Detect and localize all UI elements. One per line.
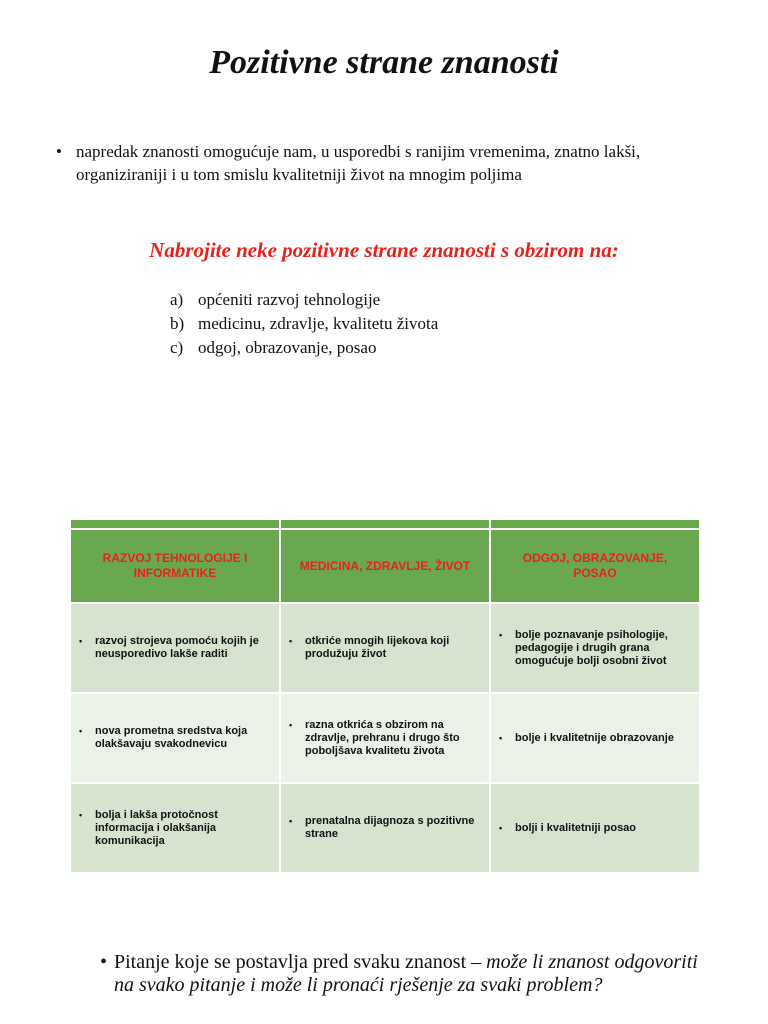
cell-text: prenatalna dijagnoza s pozitivne strane (305, 815, 475, 840)
option-label: a) (170, 290, 184, 309)
cell-text: bolja i lakša protočnost informacija i olakšanija komunikacija (95, 808, 218, 847)
bullet-icon: • (499, 629, 503, 640)
question-heading: Nabrojite neke pozitivne strane znanosti s obzirom na: (149, 238, 619, 262)
bullet-icon: • (100, 951, 108, 973)
bottom-text (114, 951, 700, 997)
cell-text: otkriće mnogih lijekova koji produžuju život (305, 635, 450, 660)
intro-text: napredak znanosti omogućuje nam, u usporedbi s ranijim vremenima, znatno lakši, organiziraniji i u tom smislu kvalitetniji život na mnogim poljima (76, 142, 641, 184)
bullet-icon: • (289, 816, 293, 826)
cell-text: nova prometna sredstva koja olakšavaju svakodnevicu (95, 725, 248, 750)
option-label: b) (170, 314, 185, 333)
table-row (70, 603, 700, 693)
option-text: općeniti razvoj tehnologije (198, 290, 381, 309)
table-cell (490, 693, 700, 783)
list-item (170, 312, 438, 336)
table-header-row (70, 529, 700, 603)
table-cell (280, 693, 490, 783)
bullet-icon: • (79, 809, 83, 820)
table-cell (70, 783, 280, 873)
table-cell (490, 603, 700, 693)
table-row (70, 693, 700, 783)
column-header: MEDICINA, ZDRAVLJE, ŽIVOT (280, 529, 490, 603)
list-item (170, 288, 438, 312)
bullet-icon: • (79, 636, 83, 646)
cell-text: razvoj strojeva pomoću kojih je neusporedivo lakše raditi (95, 635, 259, 660)
option-text: odgoj, obrazovanje, posao (198, 338, 377, 357)
table-cell (490, 783, 700, 873)
column-header: ODGOJ, OBRAZOVANJE, POSAO (490, 529, 700, 603)
options-list (170, 288, 438, 360)
bullet-icon: • (289, 636, 293, 646)
cell-text: bolje poznavanje psihologije, pedagogije i drugih grana omogućuje bolji osobni život (515, 628, 668, 667)
bullet-icon: • (56, 142, 62, 161)
page-title: Pozitivne strane znanosti (209, 44, 559, 81)
cell-text: razna otkrića s obzirom na zdravlje, prehranu i drugo što poboljšava kvalitetu života (305, 718, 460, 757)
option-text: medicinu, zdravlje, kvalitetu života (198, 314, 439, 333)
bottom-plain-text: Pitanje koje se postavlja pred svaku znanost – (114, 951, 487, 973)
bottom-italic-text: može li znanost odgovoriti na svako pitanje i može li pronaći rješenje za svaki problem? (114, 951, 698, 996)
bullet-icon: • (79, 726, 83, 736)
option-label: c) (170, 338, 184, 357)
table-cell (70, 693, 280, 783)
benefits-table (69, 518, 701, 874)
bullet-icon: • (499, 732, 503, 743)
cell-text: bolje i kvalitetnije obrazovanje (515, 731, 674, 744)
column-header: RAZVOJ TEHNOLOGIJE I INFORMATIKE (70, 529, 280, 603)
table-row (70, 783, 700, 873)
bottom-bullet (100, 951, 700, 997)
intro-bullet (56, 140, 716, 186)
cell-text: bolji i kvalitetniji posao (515, 821, 637, 834)
list-item (170, 336, 438, 360)
table-top-strip (70, 519, 700, 529)
table-cell (280, 783, 490, 873)
table-cell (280, 603, 490, 693)
bullet-icon: • (499, 822, 503, 833)
bullet-icon: • (289, 719, 293, 730)
table-cell (70, 603, 280, 693)
